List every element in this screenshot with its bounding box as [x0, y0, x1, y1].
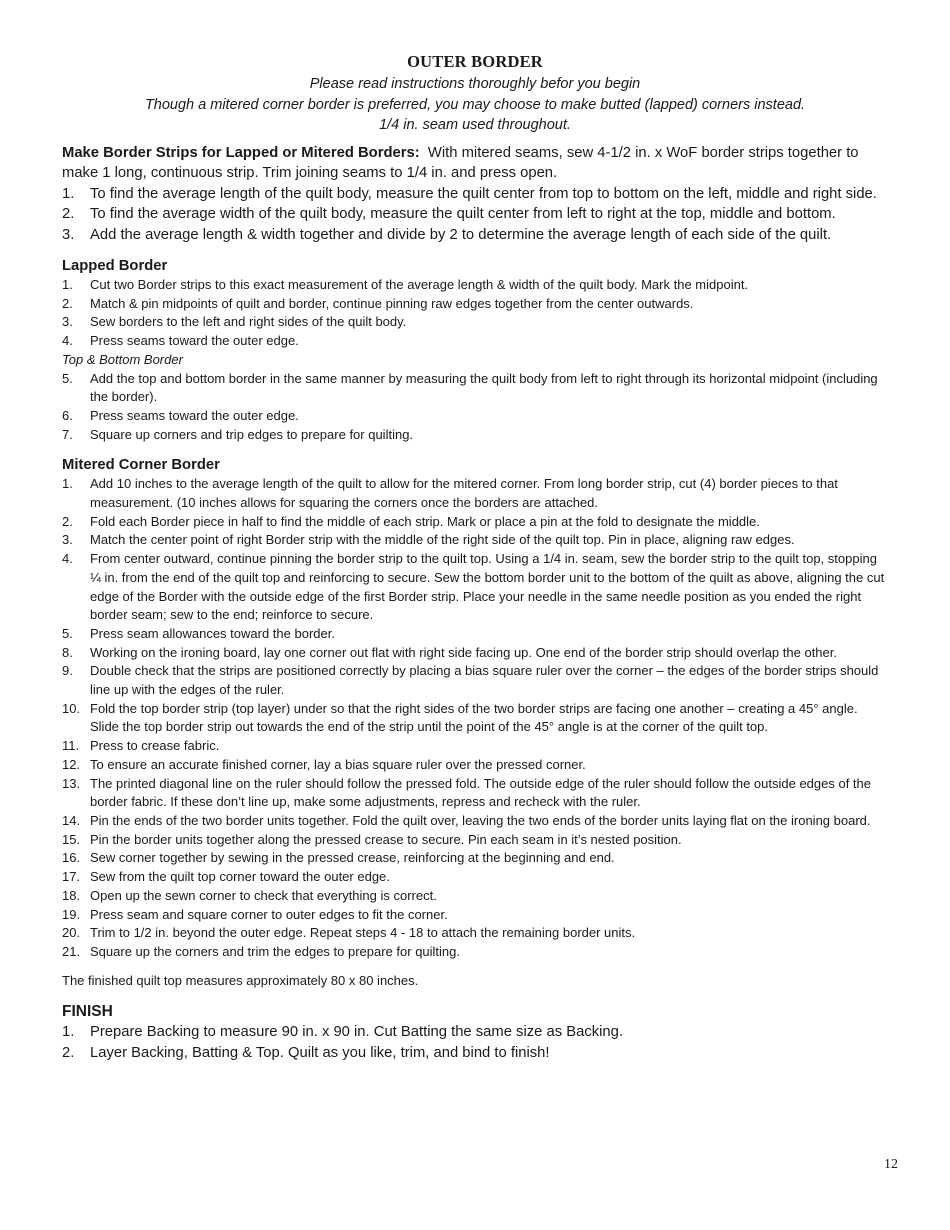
mitered-border-heading: Mitered Corner Border	[62, 457, 220, 474]
lapped-steps-list-2	[62, 370, 888, 445]
list-item-number: 4.	[62, 551, 73, 567]
list-item	[62, 276, 888, 295]
list-item	[62, 831, 888, 850]
page-number: 12	[884, 1157, 898, 1172]
list-item	[62, 225, 888, 246]
list-item	[62, 887, 888, 906]
list-item-text: Press seams toward the outer edge.	[90, 407, 299, 423]
finished-size-note: The finished quilt top measures approximately 80 x 80 inches.	[62, 972, 419, 988]
list-item-text: Sew corner together by sewing in the pressed crease, reinforcing at the beginning and end.	[90, 850, 615, 866]
list-item-text: Press seam and square corner to outer edges to fit the corner.	[90, 906, 448, 922]
list-item-text: Press to crease fabric.	[90, 738, 220, 754]
list-item-text: Add 10 inches to the average length of the quilt to allow for the mitered corner. From long border strip, cut (4) border pieces to that measurement. (10 inches allows for squaring the corners once the borders are attached.	[90, 476, 838, 511]
list-item-text: Sew borders to the left and right sides of the quilt body.	[90, 314, 407, 330]
list-item-text: Pin the ends of the two border units together. Fold the quilt over, leaving the two ends of the border units laying flat on the ironing board.	[90, 812, 871, 828]
lapped-border-heading: Lapped Border	[62, 258, 168, 274]
list-item	[62, 700, 888, 737]
subtitle-line: Though a mitered corner border is preferred, you may choose to make butted (lapped) corners instead.	[144, 96, 806, 113]
list-item-text: Cut two Border strips to this exact measurement of the average length & width of the quilt body. Mark the midpoint.	[90, 277, 749, 292]
list-item	[62, 184, 888, 205]
list-item-text: Press seams toward the outer edge.	[90, 333, 299, 349]
list-item-number: 2.	[62, 206, 75, 222]
document-page	[62, 52, 888, 1063]
mitered-steps-list	[62, 475, 888, 961]
list-item-number: 3.	[62, 226, 75, 243]
list-item-number: 1.	[62, 185, 75, 202]
list-item-text: Match the center point of right Border strip with the middle of the right side of the quilt top. Pin in place, aligning raw edges.	[90, 532, 795, 548]
list-item	[62, 531, 888, 550]
list-item	[62, 475, 888, 512]
list-item-text: Square up corners and trip edges to prepare for quilting.	[90, 426, 414, 442]
list-item	[62, 313, 888, 332]
list-item	[62, 662, 888, 699]
list-item-number: 1.	[62, 476, 73, 492]
list-item	[62, 370, 888, 407]
list-item-text: The printed diagonal line on the ruler should follow the pressed fold. The outside edge of the ruler should follow the outside edges of the border fabric. If these don’t line up, make some adjustments, repress and recheck with the ruler.	[90, 775, 871, 810]
list-item	[62, 1043, 888, 1064]
list-item-text: Open up the sewn corner to check that everything is correct.	[90, 887, 437, 903]
list-item	[62, 332, 888, 351]
list-item-number: 5.	[62, 625, 73, 641]
list-item-number: 12.	[62, 756, 81, 772]
list-item-number: 3.	[62, 532, 73, 548]
list-item-text: Sew from the quilt top corner toward the outer edge.	[90, 869, 390, 885]
list-item-number: 8.	[62, 644, 73, 660]
list-item-text: Trim to 1/2 in. beyond the outer edge. Repeat steps 4 - 18 to attach the remaining border units.	[90, 925, 636, 941]
list-item-number: 2.	[62, 513, 73, 529]
list-item	[62, 625, 888, 644]
list-item	[62, 868, 888, 887]
list-item	[62, 295, 888, 314]
list-item	[62, 513, 888, 532]
list-item	[62, 812, 888, 831]
list-item	[62, 644, 888, 663]
list-item-text: To ensure an accurate finished corner, lay a bias square ruler over the pressed corner.	[90, 756, 586, 772]
list-item	[62, 426, 888, 445]
list-item	[62, 407, 888, 426]
list-item-number: 4.	[62, 333, 73, 349]
list-item-number: 10.	[62, 700, 81, 716]
list-item	[62, 550, 888, 625]
list-item-number: 1.	[62, 277, 73, 292]
list-item	[62, 906, 888, 925]
list-item-text: To find the average length of the quilt body, measure the quilt center from top to bottom on the left, middle and right side.	[90, 185, 877, 202]
list-item-text: Add the average length & width together and divide by 2 to determine the average length of each side of the quilt.	[90, 226, 832, 243]
intro-paragraph	[62, 143, 888, 184]
list-item-text: Layer Backing, Batting & Top. Quilt as you like, trim, and bind to finish!	[90, 1044, 550, 1061]
list-item	[62, 737, 888, 756]
list-item-text: Working on the ironing board, lay one corner out flat with right side facing up. One end of the border strip should overlap the other.	[90, 644, 837, 660]
list-item-text: Prepare Backing to measure 90 in. x 90 in. Cut Batting the same size as Backing.	[90, 1024, 623, 1041]
list-item	[62, 775, 888, 812]
list-item-text: Double check that the strips are positioned correctly by placing a bias square ruler over the corner – the edges of the border strips should line up with the edges of the ruler.	[90, 663, 879, 698]
list-item	[62, 849, 888, 868]
list-item-number: 14.	[62, 812, 81, 828]
list-item-number: 9.	[62, 663, 73, 679]
list-item-number: 2.	[62, 295, 73, 311]
list-item-number: 19.	[62, 906, 81, 922]
top-bottom-border-subheading: Top & Bottom Border	[62, 351, 183, 367]
intro-heading: Make Border Strips for Lapped or Mitered Borders:	[62, 144, 420, 161]
list-item-number: 13.	[62, 775, 81, 791]
list-item-text: Fold the top border strip (top layer) under so that the right sides of the two border strips are facing one another – creating a 45° angle. Slide the top border strip out towards the end of the strip until the point of the 45° angle is at the corner of the quilt top.	[90, 700, 858, 735]
list-item-number: 3.	[62, 314, 73, 330]
list-item	[62, 756, 888, 775]
subtitle-line: Please read instructions thoroughly befor you begin	[309, 76, 641, 92]
list-item-number: 2.	[62, 1044, 75, 1061]
list-item-number: 11.	[62, 738, 80, 754]
list-item-text: To find the average width of the quilt body, measure the quilt center from left to right at the top, middle and bottom.	[90, 206, 836, 222]
list-item-text: Square up the corners and trim the edges to prepare for quilting.	[90, 943, 460, 959]
list-item-number: 21.	[62, 943, 81, 959]
page-title: OUTER BORDER	[407, 52, 543, 71]
list-item	[62, 924, 888, 943]
list-item-number: 7.	[62, 426, 73, 442]
list-item	[62, 943, 888, 962]
finish-steps-list	[62, 1022, 888, 1063]
list-item-number: 17.	[62, 869, 81, 885]
subtitle-line: 1/4 in. seam used throughout.	[379, 117, 571, 133]
list-item-text: From center outward, continue pinning the border strip to the quilt top. Using a 1/4 in. seam, sew the border strip to the quilt top, stopping ¼ in. from the end of the quilt top and reinforcing to secure. Sew the bottom border unit to the bottom of the quilt as above, aligning the cut edge of the Border with the outside edge of the first Border strip. Place your needle in the same needle position as you ended the right border seam; sew to the end; reinforce to secure.	[90, 551, 885, 623]
list-item	[62, 204, 888, 225]
finish-heading: FINISH	[62, 1003, 113, 1021]
list-item-text: Add the top and bottom border in the same manner by measuring the quilt body from left to right through its horizontal midpoint (including the border).	[90, 370, 878, 405]
list-item-text: Fold each Border piece in half to find the middle of each strip. Mark or place a pin at the fold to designate the middle.	[90, 513, 760, 529]
list-item-number: 5.	[62, 370, 73, 386]
list-item-text: Pin the border units together along the pressed crease to secure. Pin each seam in it’s nested position.	[90, 831, 682, 847]
list-item-number: 15.	[62, 831, 81, 847]
list-item-number: 20.	[62, 925, 81, 941]
list-item-number: 16.	[62, 850, 81, 866]
list-item-number: 18.	[62, 887, 81, 903]
list-item	[62, 1022, 888, 1043]
intro-text: With mitered seams, sew 4-1/2 in. x WoF border strips together to make 1 long, continuous strip. Trim joining seams to 1/4 in. and press open.	[62, 144, 859, 181]
list-item-number: 6.	[62, 407, 73, 423]
list-item-text: Match & pin midpoints of quilt and border, continue pinning raw edges together from the center outwards.	[90, 295, 694, 311]
measure-steps-list	[62, 184, 888, 246]
list-item-number: 1.	[62, 1024, 75, 1041]
lapped-steps-list	[62, 276, 888, 351]
list-item-text: Press seam allowances toward the border.	[90, 625, 335, 641]
